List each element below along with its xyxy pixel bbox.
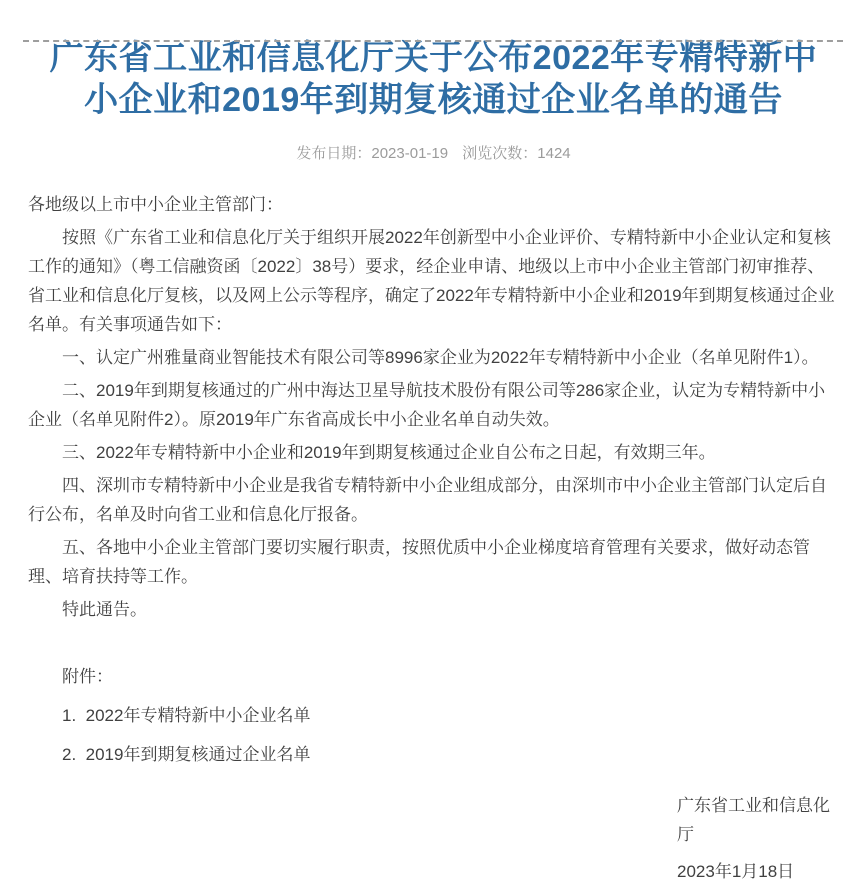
item-3-paragraph: 三、2022年专精特新中小企业和2019年到期复核通过企业自公布之日起，有效期三年。 (62, 443, 716, 462)
notice-body (28, 190, 839, 624)
attachments-section (28, 662, 839, 769)
item-5-paragraph: 五、各地中小企业主管部门要切实履行职责，按照优质中小企业梯度培育管理有关要求，做好动态管理、培育扶持等工作。 (28, 538, 810, 586)
item-2-paragraph: 二、2019年到期复核通过的广州中海达卫星导航技术股份有限公司等286家企业，认定为专精特新中小企业（名单见附件2）。原2019年广东省高成长中小企业名单自动失效。 (28, 381, 826, 429)
signature-org: 广东省工业和信息化厅 (677, 796, 830, 844)
signature-block (677, 791, 839, 886)
attachment-item-1[interactable]: 1. 2022年专精特新中小企业名单 (62, 706, 311, 725)
publish-date-label: 发布日期： (296, 145, 372, 162)
attachments-label: 附件： (62, 667, 113, 686)
views-group (462, 145, 570, 162)
views-label: 浏览次数： (462, 145, 538, 162)
closing-paragraph: 特此通告。 (62, 600, 147, 619)
signature-date: 2023年1月18日 (677, 862, 795, 881)
top-dashed-divider (23, 40, 843, 42)
page-title: 广东省工业和信息化厅关于公布2022年专精特新中小企业和2019年到期复核通过企业名单的通告 (49, 39, 818, 119)
item-4-paragraph: 四、深圳市专精特新中小企业是我省专精特新中小企业组成部分，由深圳市中小企业主管部门认定后自行公布，名单及时向省工业和信息化厅报备。 (28, 476, 827, 524)
attachment-item-2[interactable]: 2. 2019年到期复核通过企业名单 (62, 745, 311, 764)
article-meta (28, 145, 839, 163)
item-1-paragraph: 一、认定广州雅量商业智能技术有限公司等8996家企业为2022年专精特新中小企业（名单见附件1）。 (62, 348, 819, 367)
views-value: 1424 (537, 145, 571, 162)
intro-paragraph: 按照《广东省工业和信息化厅关于组织开展2022年创新型中小企业评价、专精特新中小企业认定和复核工作的通知》（粤工信融资函〔2022〕38号）要求，经企业申请、地级以上市中小企业主管部门初审推荐、省工业和信息化厅复核，以及网上公示等程序，确定了2022年专精特新中小企业和2019年到期复核通过企业名单。有关事项通告如下： (28, 228, 835, 334)
notice-article (0, 37, 867, 886)
publish-date-value: 2023-01-19 (371, 145, 449, 162)
salutation-paragraph: 各地级以上市中小企业主管部门： (28, 195, 283, 214)
